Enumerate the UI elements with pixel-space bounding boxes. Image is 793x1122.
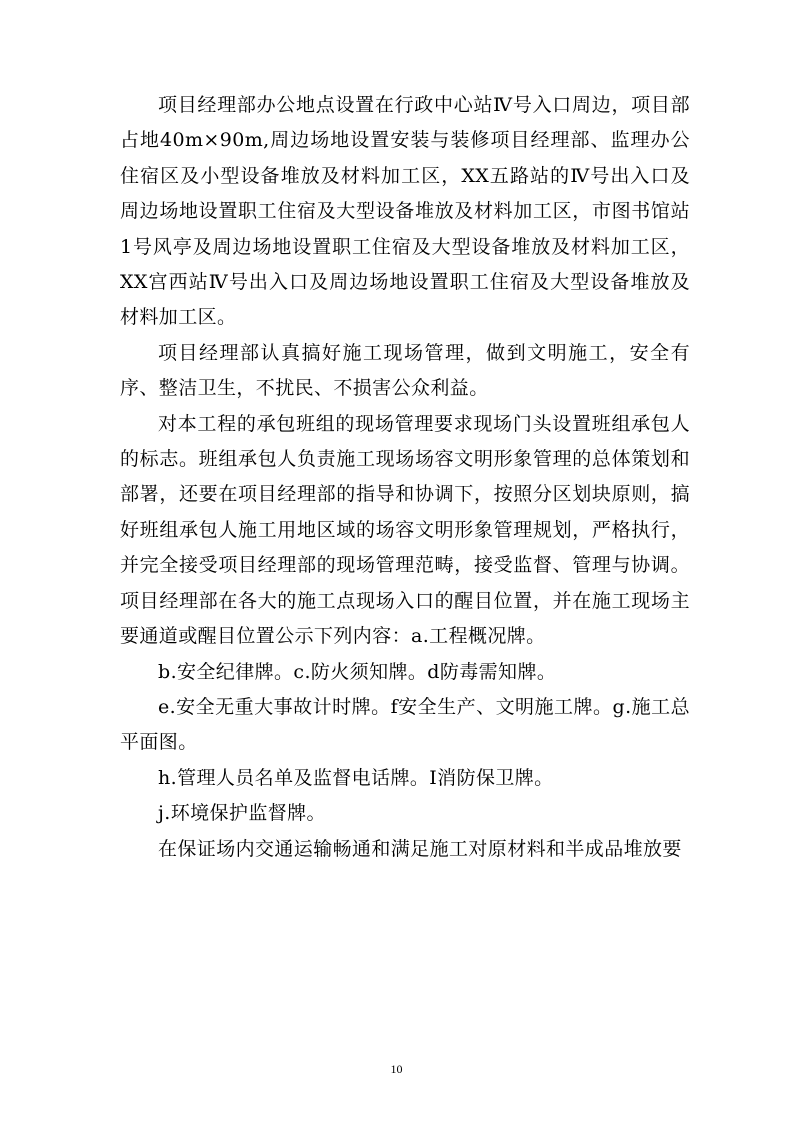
page-number: 10 [390,1062,403,1076]
paragraph-sign-list-e-g: e.安全无重大事故计时牌。f安全生产、文明施工牌。g.施工总平面图。 [120,695,690,754]
document-body [120,88,690,867]
paragraph-sign-list-b-d: b.安全纪律牌。c.防火须知牌。d防毒需知牌。 [158,660,557,683]
paragraph-site-management: 项目经理部认真搞好施工现场管理，做到文明施工，安全有序、整洁卫生，不扰民、不损害公众利益。 [120,341,690,400]
paragraph-contractor-requirements: 对本工程的承包班组的现场管理要求现场门头设置班组承包人的标志。班组承包人负责施工现场场容文明形象管理的总体策划和部署，还要在项目经理部的指导和协调下，按照分区划块原则，搞好班组承包人施工用地区域的场容文明形象管理规划，严格执行，并完全接受项目经理部的现场管理范畴，接受监督、管理与协调。项目经理部在各大的施工点现场入口的醒目位置，并在施工现场主要通道或醒目位置公示下列内容：a.工程概况牌。 [120,412,690,648]
paragraph-traffic-storage: 在保证场内交通运输畅通和满足施工对原材料和半成品堆放要 [158,837,682,860]
paragraph-sign-list-j: j.环境保护监督牌。 [158,802,326,825]
paragraph-sign-list-h-i: h.管理人员名单及监督电话牌。I消防保卫牌。 [158,766,554,789]
paragraph-office-location: 项目经理部办公地点设置在行政中心站Ⅳ号入口周边，项目部占地40m×90m,周边场地设置安装与装修项目经理部、监理办公住宿区及小型设备堆放及材料加工区，XX五路站的Ⅳ号出入口及周边场地设置职工住宿及大型设备堆放及材料加工区，市图书馆站1号风亭及周边场地设置职工住宿及大型设备堆放及材料加工区，XX宫西站Ⅳ号出入口及周边场地设置职工住宿及大型设备堆放及材料加工区。 [120,94,690,329]
